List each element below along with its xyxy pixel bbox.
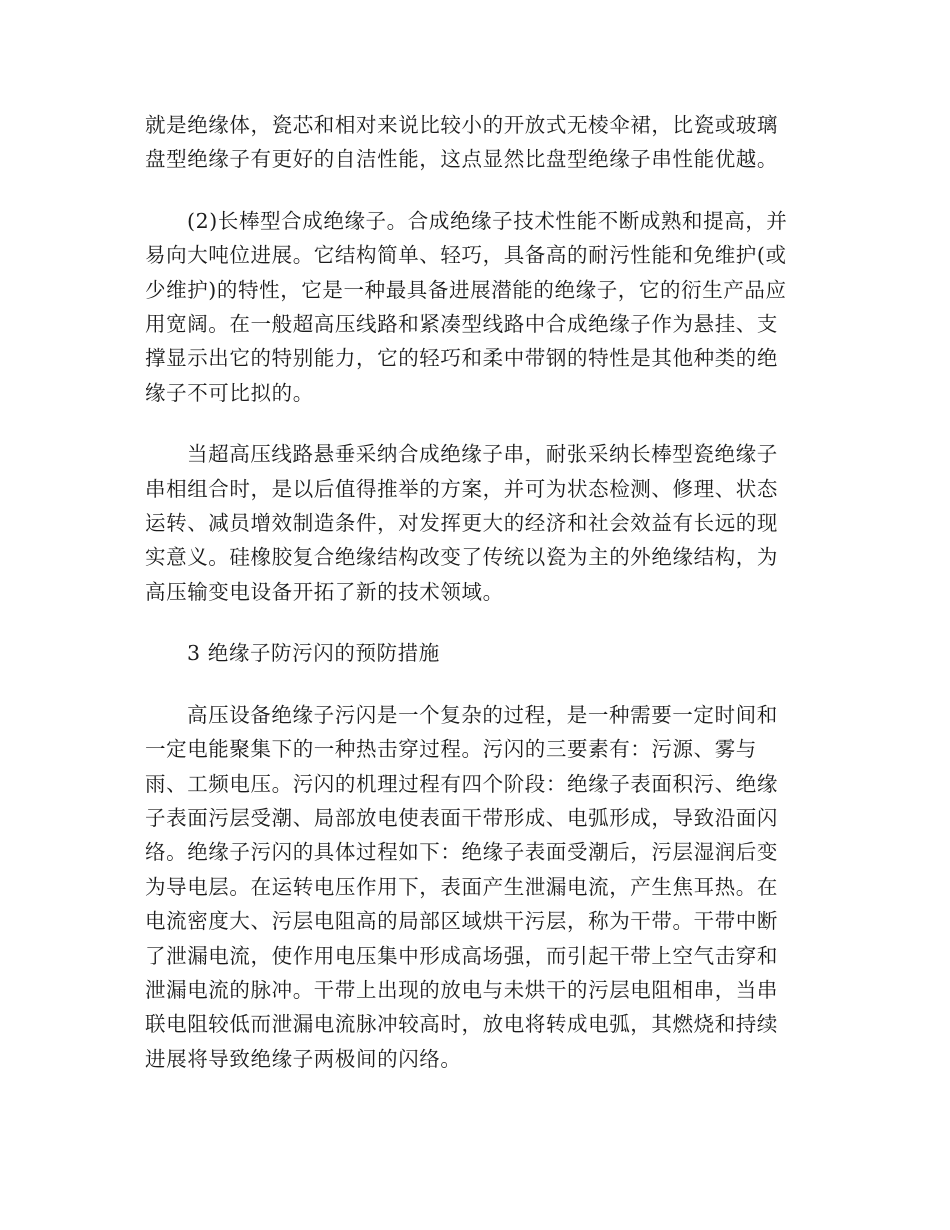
text-line: 联电阻较低而泄漏电流脉冲较高时，放电将转成电弧，其燃烧和持续: [145, 1012, 778, 1037]
text-line: 子表面污层受潮、局部放电使表面干带形成、电弧形成，导致沿面闪: [145, 805, 778, 830]
text-line: 实意义。硅橡胶复合绝缘结构改变了传统以瓷为主的外绝缘结构，为: [145, 545, 778, 570]
paragraph-2: [145, 204, 810, 410]
text-line: 用宽阔。在一般超高压线路和紧凑型线路中合成绝缘子作为悬挂、支: [145, 312, 778, 337]
text-line: 一定电能聚集下的一种热击穿过程。污闪的三要素有：污源、雾与: [145, 737, 757, 762]
text-line: 了泄漏电流，使作用电压集中形成高场强，而引起干带上空气击穿和: [145, 943, 778, 968]
text-line: 雨、工频电压。污闪的机理过程有四个阶段：绝缘子表面积污、绝缘: [145, 771, 778, 796]
text-line: 高压设备绝缘子污闪是一个复杂的过程，是一种需要一定时间和: [187, 702, 778, 727]
text-line: 少维护)的特性，它是一种最具备进展潜能的绝缘子，它的衍生产品应: [145, 277, 787, 302]
text-line: 电流密度大、污层电阻高的局部区域烘干污层，称为干带。干带中断: [145, 909, 778, 934]
paragraph-3: [145, 437, 810, 609]
text-line: 就是绝缘体，瓷芯和相对来说比较小的开放式无棱伞裙，比瓷或玻璃: [145, 113, 778, 137]
paragraph-1: [145, 108, 810, 177]
text-line: 运转、减员增效制造条件，对发挥更大的经济和社会效益有长远的现: [145, 511, 778, 536]
text-line: 泄漏电流的脉冲。干带上出现的放电与未烘干的污层电阻相串，当串: [145, 977, 778, 1002]
document-body: [145, 108, 810, 1103]
text-line: 为导电层。在运转电压作用下，表面产生泄漏电流，产生焦耳热。在: [145, 874, 778, 899]
text-line: 易向大吨位进展。它结构简单、轻巧，具备高的耐污性能和免维护(或: [145, 243, 787, 268]
text-line: 盘型绝缘子有更好的自洁性能，这点显然比盘型绝缘子串性能优越。: [145, 147, 778, 172]
section-title: 3 绝缘子防污闪的预防措施: [187, 641, 440, 666]
text-line: 撑显示出它的特别能力，它的轻巧和柔中带钢的特性是其他种类的绝: [145, 346, 778, 371]
text-line: 缘子不可比拟的。: [145, 380, 314, 405]
text-line: 当超高压线路悬垂采纳合成绝缘子串，耐张采纳长棒型瓷绝缘子: [187, 442, 778, 467]
text-line: 进展将导致绝缘子两极间的闪络。: [145, 1046, 462, 1071]
text-line: 络。绝缘子污闪的具体过程如下：绝缘子表面受潮后，污层湿润后变: [145, 840, 778, 865]
paragraph-4: [145, 698, 810, 1076]
text-line: 高压输变电设备开拓了新的技术领域。: [145, 579, 504, 604]
text-line: (2)长棒型合成绝缘子。合成绝缘子技术性能不断成熟和提高，并: [187, 208, 788, 233]
text-line: 串相组合时，是以后值得推举的方案，并可为状态检测、修理、状态: [145, 476, 778, 501]
section-heading: [145, 636, 810, 670]
